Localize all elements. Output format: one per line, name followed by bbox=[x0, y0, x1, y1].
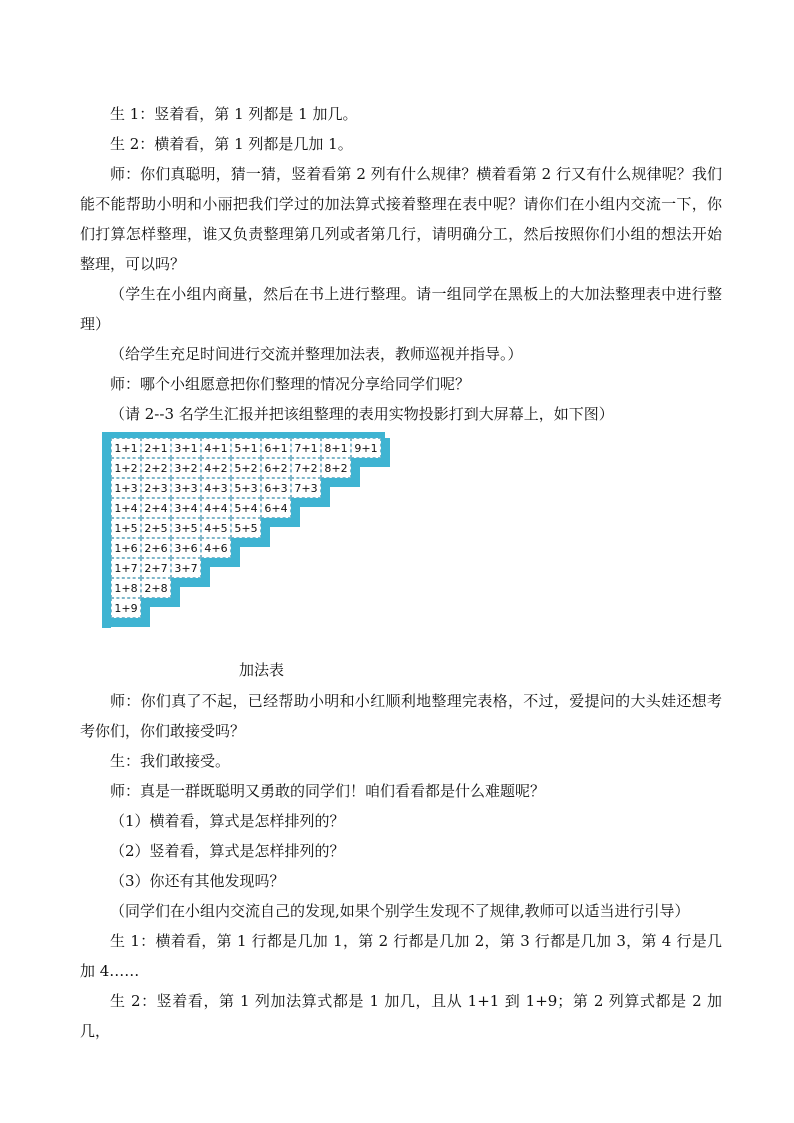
table-cell: 2+6 bbox=[141, 538, 171, 558]
table-cell: 3+2 bbox=[171, 458, 201, 478]
table-cell: 1+1 bbox=[111, 438, 141, 458]
table-cell: 5+1 bbox=[231, 438, 261, 458]
paragraph-1: 生 1：竖着看，第 1 列都是 1 加几。 bbox=[110, 105, 358, 123]
table-cell: 1+9 bbox=[111, 598, 141, 618]
table-cell: 4+6 bbox=[201, 538, 231, 558]
table-cell: 2+2 bbox=[141, 458, 171, 478]
table-cell: 3+3 bbox=[171, 478, 201, 498]
table-cell: 4+2 bbox=[201, 458, 231, 478]
paragraph-13: （3）你还有其他发现吗？ bbox=[110, 872, 285, 890]
table-cell: 4+4 bbox=[201, 498, 231, 518]
table-cell: 8+2 bbox=[321, 458, 351, 478]
table-cell: 6+2 bbox=[261, 458, 291, 478]
table-cell: 5+3 bbox=[231, 478, 261, 498]
paragraph-4: （学生在小组内商量，然后在书上进行整理。请一组同学在黑板上的大加法整理表中进行整理） bbox=[80, 285, 722, 333]
paragraph-16: 生 2：竖着看，第 1 列加法算式都是 1 加几，且从 1+1 到 1+9；第 2 列算式都是 2 加几， bbox=[80, 992, 722, 1040]
table-cell: 2+8 bbox=[141, 578, 171, 598]
table-cell: 6+1 bbox=[261, 438, 291, 458]
paragraph-5: （给学生充足时间进行交流并整理加法表，教师巡视并指导。） bbox=[110, 345, 523, 363]
table-cell: 7+2 bbox=[291, 458, 321, 478]
table-cell: 6+3 bbox=[261, 478, 291, 498]
table-cell: 6+4 bbox=[261, 498, 291, 518]
table-cell: 1+2 bbox=[111, 458, 141, 478]
table-cell: 7+1 bbox=[291, 438, 321, 458]
table-cell: 4+5 bbox=[201, 518, 231, 538]
table-cell: 2+3 bbox=[141, 478, 171, 498]
paragraph-15: 生 1：横着看，第 1 行都是几加 1，第 2 行都是几加 2，第 3 行都是几加 3，第 4 行是几加 4…… bbox=[80, 932, 722, 980]
paragraph-6: 师：哪个小组愿意把你们整理的情况分享给同学们呢？ bbox=[110, 375, 471, 393]
table-cell: 4+1 bbox=[201, 438, 231, 458]
paragraph-10: 师：真是一群既聪明又勇敢的同学们！咱们看看都是什么难题呢？ bbox=[110, 782, 546, 800]
table-cell: 9+1 bbox=[351, 438, 381, 458]
table-cell: 1+5 bbox=[111, 518, 141, 538]
paragraph-14: （同学们在小组内交流自己的发现,如果个别学生发现不了规律,教师可以适当进行引导） bbox=[110, 902, 690, 920]
table-cell: 2+1 bbox=[141, 438, 171, 458]
paragraph-8: 师：你们真了不起，已经帮助小明和小红顺利地整理完表格，不过，爱提问的大头娃还想考考你们，你们敢接受吗？ bbox=[80, 692, 722, 740]
table-cell: 2+7 bbox=[141, 558, 171, 578]
table-cell: 3+5 bbox=[171, 518, 201, 538]
paragraph-9: 生：我们敢接受。 bbox=[110, 752, 231, 770]
paragraph-12: （2）竖着看，算式是怎样排列的？ bbox=[110, 842, 345, 860]
table-cell: 1+7 bbox=[111, 558, 141, 578]
paragraph-11: （1）横着看，算式是怎样排列的？ bbox=[110, 812, 345, 830]
table-cell: 1+6 bbox=[111, 538, 141, 558]
addition-table-figure bbox=[102, 432, 392, 637]
paragraph-2: 生 2：横着看，第 1 列都是几加 1。 bbox=[110, 135, 353, 153]
table-caption: 加法表 bbox=[239, 661, 285, 679]
table-cell: 1+3 bbox=[111, 478, 141, 498]
table-cell: 3+4 bbox=[171, 498, 201, 518]
table-cell: 5+4 bbox=[231, 498, 261, 518]
table-cell: 5+5 bbox=[231, 518, 261, 538]
paragraph-3: 师：你们真聪明，猜一猜，竖着看第 2 列有什么规律？横着看第 2 行又有什么规律呢？我们能不能帮助小明和小丽把我们学过的加法算式接着整理在表中呢？请你们在小组内交流一下，你们打算怎样整理，谁又负责整理第几列或者第几行，请明确分工，然后按照你们小组的想法开始整理，可以吗？ bbox=[80, 165, 722, 273]
table-cell: 3+1 bbox=[171, 438, 201, 458]
table-cell: 1+4 bbox=[111, 498, 141, 518]
table-cell: 8+1 bbox=[321, 438, 351, 458]
table-cell: 1+8 bbox=[111, 578, 141, 598]
table-cell: 2+5 bbox=[141, 518, 171, 538]
table-cell: 3+7 bbox=[171, 558, 201, 578]
table-cell: 2+4 bbox=[141, 498, 171, 518]
paragraph-7: （请 2--3 名学生汇报并把该组整理的表用实物投影打到大屏幕上，如下图） bbox=[110, 405, 614, 423]
table-cell: 5+2 bbox=[231, 458, 261, 478]
table-cell: 4+3 bbox=[201, 478, 231, 498]
table-cell: 7+3 bbox=[291, 478, 321, 498]
table-cell: 3+6 bbox=[171, 538, 201, 558]
